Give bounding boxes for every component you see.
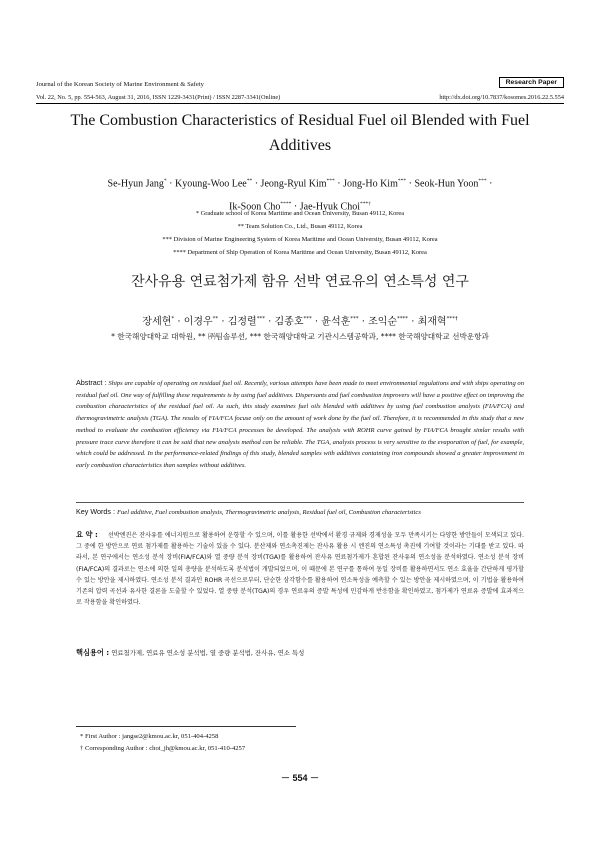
affiliation: ** Team Solution Co., Ltd., Busan 49112, Korea <box>237 223 363 230</box>
abstract-label: Abstract : <box>76 378 109 387</box>
korean-keywords <box>76 647 524 659</box>
korean-author-name: 최재혁 <box>417 316 447 328</box>
korean-author-name: 장세현 <box>142 316 172 328</box>
volume-info: Vol. 22, No. 5, pp. 554-563, August 31, 2016, ISSN 1229-3431(Print) / ISSN 2287-3341(Online) <box>36 94 281 101</box>
footnote-divider <box>76 726 296 727</box>
author-mark: **** <box>397 316 409 322</box>
keywords-text: Fuel additive, Fuel combustion analysis, Thermogravimetric analysis, Residual fuel oil, Combustion characteristics <box>117 509 421 516</box>
korean-title: 잔사유용 연료첨가제 함유 선박 연료유의 연소특성 연구 <box>131 274 469 290</box>
korean-abstract-text: 선박엔진은 잔사유를 에너지원으로 활용하여 운항할 수 있으며, 이를 활용한 선박에서 환경 규제와 경제성을 모두 만족시키는 다양한 방안들이 모색되고 있다. 그 중에 한 방안으로 연료 첨가제를 활용하는 기술이 있을 수 있다. 분산제와 연소촉진제는 잔사유 활용 시 엔진의 연소특성 촉진에 기여할 것이라는 기대를 받고 있다. 따라서, 본 연구에서는 연소성 분석 장비(FIA/FCA)와 열 중량 분석 장비(TGA)를 활용하여 잔사유 연료첨가제가 혼합된 잔사유의 연소성을 분석하였다. 연소성 분석 장비(FIA/FCA)의 결과로는 연소에 의한 일의 총량을 분석하도록 분석법이 개발되었으며, 이 때문에 본 연구를 통하여 동일 장비를 활용하면서도 연소 효율을 간단하게 평가할 수 있는 방안을 제시하였다. 연소성 분석 결과인 ROHR 곡선으로부터, 단순한 삼각함수를 활용하여 연소특성을 예측할 수 있는 방안을 제시하였으며, 이 기법을 활용하여 기존의 압력 곡선과 유사한 결론을 도출할 수 있었다. 열 중량 분석(TGA)의 경우 연료유의 증발 특성에 민감하게 반응함을 확인하였고, 첨가제가 연료유 증발에 효과적으로 작용함을 확인하였다. <box>76 532 524 607</box>
korean-author-name: 이경우 <box>183 316 213 328</box>
affiliation: *** Division of Marine Engineering System of Korea Maritime and Ocean University, Busan 49112, Korea <box>162 236 438 243</box>
author-name: Se-Hyun Jang <box>107 178 164 190</box>
korean-author-name: 김종호 <box>274 316 304 328</box>
author-mark: *** <box>350 316 359 322</box>
author-mark: ***† <box>446 316 458 322</box>
keywords-label: Key Words : <box>76 507 118 516</box>
korean-author-name: 김정렬 <box>227 316 257 328</box>
author-name: Jae-Hyuk Choi <box>299 201 361 213</box>
article-type-badge: Research Paper <box>499 77 564 88</box>
korean-author-list: 장세현* · 이경우** · 김정렬*** · 김종호*** · 윤석훈*** · 조익순**** · 최재혁***† <box>142 316 458 328</box>
keywords <box>76 506 524 518</box>
header-divider <box>36 103 564 104</box>
author-mark: *** <box>326 178 335 184</box>
korean-author-name: 윤석훈 <box>321 316 351 328</box>
author-name: Jeong-Ryul Kim <box>260 178 327 190</box>
author-mark: *** <box>303 316 312 322</box>
author-name: Seok-Hun Yoon <box>414 178 479 190</box>
abstract-text: Ships are capable of operating on residual fuel oil. Recently, various attempts have been made to meet environmental regulations and with ships operating on residual fuel oil. One way of fulfilling these requirements is by using fuel additives. Dispersants and fuel combustion improvers will have a positive effect on improving the combustion characteristics of the residual fuel oil. As such, this study examines fuel oils blended with additives by using fuel combustion analysis (FIA/FCA) and thermogravimetric analysis (TGA). The results of FIA/FCA focuse only on the amount of work done by the fuel oil. Therefore, it is recommended in this study that a new method to evaluate the combustion efficiency via FIA/FCA processes be developed. The analysis with ROHR curve gained by FIA/FCA brought simlar results with pressure trace curve therefore it can be said that new analysis method can be reliable. The TGA, analysis process is very sensitive to the evaporation of fuel, for example, which could be addressed. In the performance-related findings of this study, blended samples with additives containing iron compounds showed a greater improvement in early combustion characteristics than samples without additives. <box>76 380 524 469</box>
author-mark: *** <box>256 316 265 322</box>
author-mark: ** <box>212 316 219 322</box>
author-mark: ***† <box>360 201 372 208</box>
author-mark: * <box>163 178 167 184</box>
paper-title: The Combustion Characteristics of Residual Fuel oil Blended with Fuel Additives <box>70 112 530 154</box>
abstract <box>76 377 524 472</box>
korean-abstract <box>76 529 524 608</box>
author-name: Jong-Ho Kim <box>343 178 398 190</box>
affiliation: * Graduate school of Korea Maritime and Ocean University, Busan 49112, Korea <box>195 210 405 217</box>
author-mark: ** <box>246 178 253 184</box>
korean-keywords-text: 연료첨가제, 연료유 연소성 분석법, 열 중량 분석법, 잔사유, 연소 특성 <box>111 649 305 657</box>
journal-name: Journal of the Korean Society of Marine Environment & Safety <box>36 81 204 88</box>
korean-author-name: 조익순 <box>368 316 398 328</box>
footnotes <box>80 731 245 755</box>
corresponding-author-footnote: † Corresponding Author : choi_jh@kmou.ac.kr, 051-410-4257 <box>80 745 246 752</box>
author-name: Ik-Soon Cho <box>228 201 281 213</box>
keywords-divider <box>76 502 524 503</box>
author-list: Se-Hyun Jang* · Kyoung-Woo Lee** · Jeong-Ryul Kim*** · Jong-Ho Kim*** · Seok-Hun Yoon*** · Ik-Soon Cho**** · Jae-Hyuk Choi***† <box>107 178 493 213</box>
korean-keywords-label: 핵심용어 : <box>76 648 110 657</box>
author-mark: *** <box>478 178 487 184</box>
author-mark: *** <box>397 178 407 184</box>
korean-abstract-label: 요 약 : <box>76 530 98 539</box>
affiliation-list <box>40 207 560 259</box>
korean-affiliation: * 한국해양대학교 대학원, ** ㈜팀솔루션, *** 한국해양대학교 기관시스템공학과, **** 한국해양대학교 선박운항과 <box>111 332 489 341</box>
first-author-footnote: * First Author : jangse2@kmou.ac.kr, 051-404-4258 <box>80 733 219 740</box>
author-name: Kyoung-Woo Lee <box>175 178 247 190</box>
page-number: － 554 － <box>280 773 320 783</box>
author-mark: * <box>171 316 175 322</box>
affiliation: **** Department of Ship Operation of Korea Maritime and Ocean University, Busan 49112, Korea <box>173 249 427 256</box>
doi-link[interactable]: http://dx.doi.org/10.7837/kosomes.2016.22.5.554 <box>439 94 564 101</box>
author-mark: **** <box>280 201 292 208</box>
